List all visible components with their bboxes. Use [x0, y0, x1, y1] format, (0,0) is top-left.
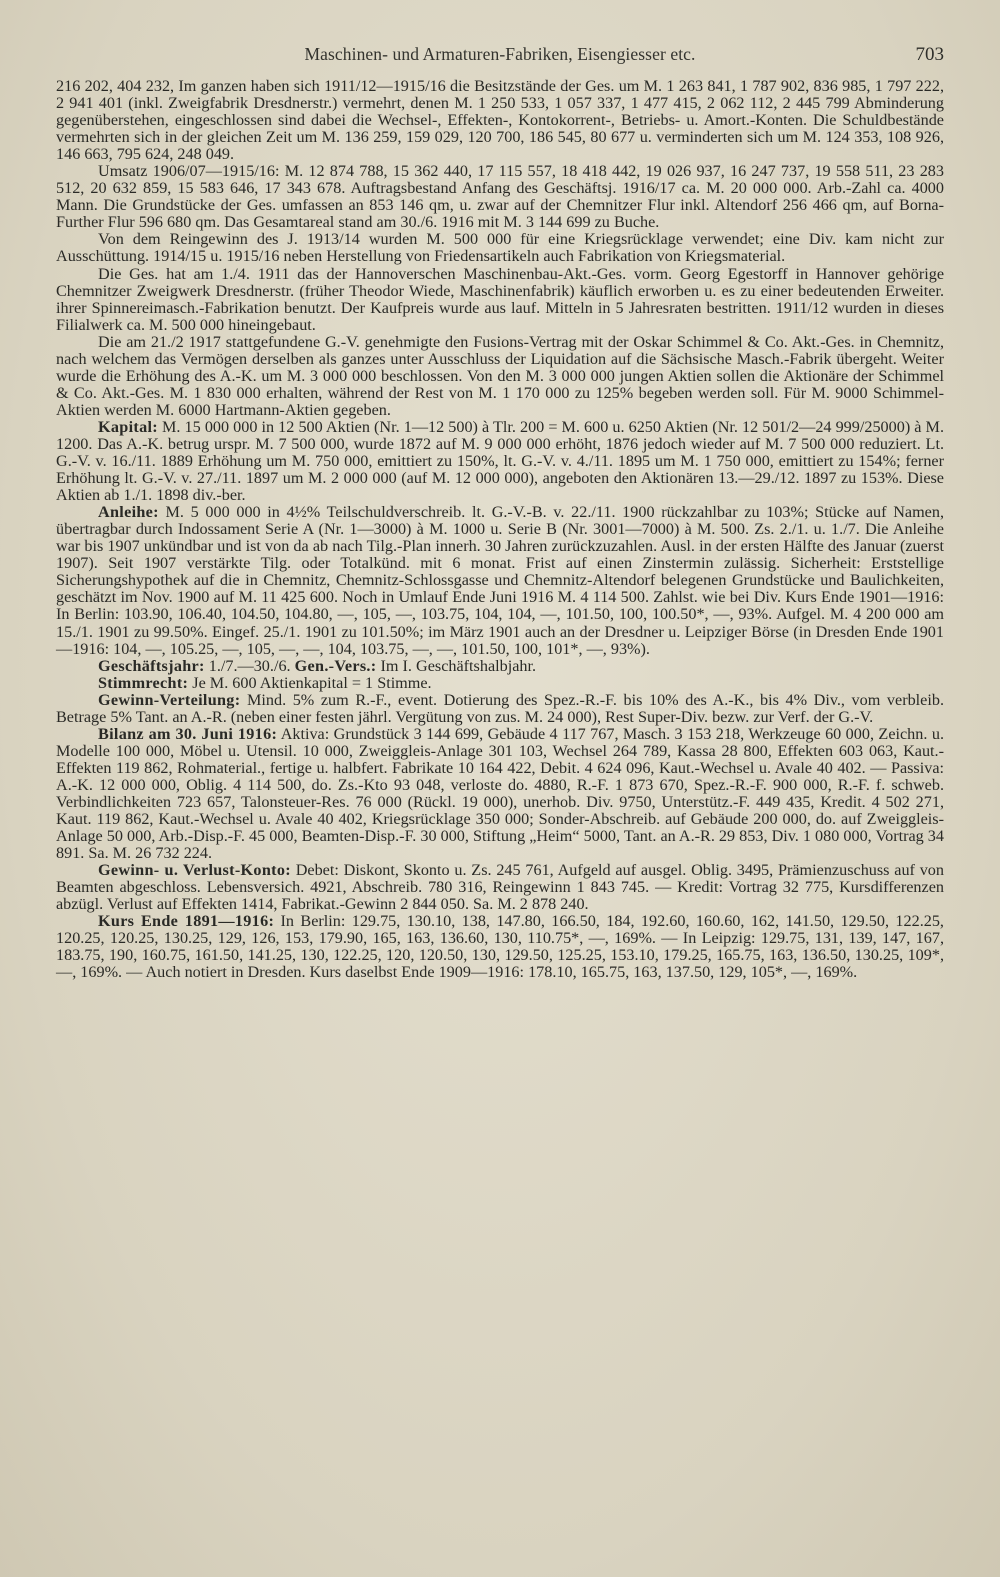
paragraph-text: 1./7.—30./6. — [204, 656, 295, 675]
paragraph-text: Von dem Reingewinn des J. 1913/14 wurden M. 500 000 für eine Kriegsrücklage verwendet; eine Div. kam nicht zur Ausschüttung. 1914/15 u. 1915/16 neben Herstellung von Friedensartikeln auch Fabrikation von Kriegsmaterial. — [56, 230, 944, 266]
paragraph-text: In Berlin: 129.75, 130.10, 138, 147.80, 166.50, 184, 192.60, 160.60, 162, 141.50, 129.50, 122.25, 120.25, 120.25, 130.25, 129, 126, 153, 179.90, 165, 163, 136.60, 130, 110.75*, —, 169%. — In Leipzig: 129.75, 131, 139, 147, 167, 183.75, 190, 160.75, 161.50, 141.25, 130, 122.25, 120, 120.50, 130, 129.50, 125.25, 153.10, 179.25, 165.75, 163, 136.50, 130.25, 109*, —, 169%. — Auch notiert in Dresden. Kurs daselbst Ende 1909—1916: 178.10, 165.75, 163, 137.50, 129, 105*, —, 169%. — [56, 912, 944, 982]
paragraph-text: Die Ges. hat am 1./4. 1911 das der Hannoverschen Maschinenbau-Akt.-Ges. vorm. Georg Egestorff in Hannover gehörige Chemnitzer Zweigwerk Dresdnerstr. (früher Theodor Wiede, Maschinenfabrik) käuflich erworben u. es zu einer bedeutenden Erweiter. ihrer Spinnereimasch.-Fabrikation benutzt. Der Kaufpreis wurde aus lauf. Mitteln in 5 Jahresraten bestritten. 1911/12 wurden in dieses Filialwerk ca. M. 500 000 hineingebaut. — [56, 264, 944, 334]
paragraph-text: Umsatz 1906/07—1915/16: M. 12 874 788, 15 362 440, 17 115 557, 18 418 442, 19 026 937, 16 247 737, 19 558 511, 23 283 512, 20 632 859, 15 583 646, 17 343 678. Auftragsbestand Anfang des Geschäftsj. 1916/17 ca. M. 20 000 000. Arb.-Zahl ca. 4000 Mann. Die Grundstücke der Ges. umfassen an 853 146 qm, u. zwar auf der Chemnitzer Flur inkl. Altendorf 256 466 qm, auf Borna-Further Flur 596 680 qm. Das Gesamtareal stand am 30./6. 1916 mit M. 3 144 699 zu Buche. — [56, 162, 944, 232]
section-label: Gewinn-Verteilung: — [98, 690, 241, 709]
paragraph-text: Im I. Geschäftshalbjahr. — [376, 656, 537, 675]
section-label: Stimmrecht: — [98, 673, 189, 692]
paragraph-text: Mind. 5% zum R.-F., event. Dotierung des Spez.-R.-F. bis 10% des A.-K., bis 4% Div., vom verbleib. Betrage 5% Tant. an A.-R. (neben einer festen jährl. Vergütung von zus. M. 24 000), Rest Super-Div. bezw. zur Verf. der G.-V. — [56, 690, 944, 726]
page-header — [56, 44, 944, 78]
paragraph-bilanz — [56, 726, 944, 862]
paragraph-holdings — [56, 78, 944, 163]
paragraph-anleihe — [56, 504, 944, 657]
paragraph-gewinn-verlust — [56, 862, 944, 913]
paragraph-text: Je M. 600 Aktienkapital = 1 Stimme. — [188, 673, 432, 692]
section-label: Kurs Ende 1891—1916: — [98, 912, 275, 931]
paragraph-text: 216 202, 404 232, Im ganzen haben sich 1911/12—1915/16 die Besitzstände der Ges. um M. 1 263 841, 1 787 902, 836 985, 1 797 222, 2 941 401 (inkl. Zweigfabrik Dresdnerstr.) vermehrt, denen M. 1 250 533, 1 057 337, 1 477 415, 2 062 112, 2 445 799 Abminderung gegenüberstehen, eingeschlossen sind dabei die Wechsel-, Effekten-, Kontokorrent-, Betriebs- u. Amort.-Konten. Die Schuldbestände vermehrten sich in der gleichen Zeit um M. 136 259, 159 029, 120 700, 186 545, 80 677 u. verminderten sich um M. 124 353, 108 926, 146 663, 795 624, 248 049. — [56, 77, 944, 164]
paragraph-text: Aktiva: Grundstück 3 144 699, Gebäude 4 117 767, Masch. 3 153 218, Werkzeuge 60 000, Zeichn. u. Modelle 100 000, Möbel u. Utensil. 10 000, Zweiggleis-Anlage 301 103, Wechsel 264 789, Kassa 28 800, Effekten 603 063, Kaut.-Effekten 119 862, Rohmaterial., fertige u. halbfert. Fabrikate 10 164 422, Debit. 4 624 096, Kaut.-Wechsel u. Avale 40 402. — Passiva: A.-K. 12 000 000, Oblig. 4 114 500, do. Zs.-Kto 93 048, verloste do. 4880, R.-F. 1 873 670, Spez.-R.-F. 900 000, R.-F. f. schweb. Verbindlichkeiten 723 657, Talonsteuer-Res. 76 000 (Rückl. 19 000), unerhob. Div. 9750, Unterstütz.-F. 449 435, Kredit. 4 502 271, Kaut. 119 862, Kaut.-Wechsel u. Avale 40 402, Kriegsrücklage 350 000; Sonder-Abschreib. auf Gebäude 200 000, do. auf Zweiggleis-Anlage 50 000, Arb.-Disp.-F. 45 000, Beamten-Disp.-F. 30 000, Stiftung „Heim“ 5000, Tant. an A.-R. 29 853, Div. 1 080 000, Vortrag 34 891. Sa. M. 26 732 224. — [56, 724, 944, 863]
paragraph-text: Debet: Diskont, Skonto u. Zs. 245 761, Aufgeld auf ausgel. Oblig. 3495, Prämienzuschuss auf von Beamten abgeschloss. Lebensversich. 4921, Abschreib. 780 316, Reingewinn 1 843 745. — Kredit: Vortrag 32 775, Kursdifferenzen abzügl. Verlust auf Effekten 1414, Fabrikat.-Gewinn 2 844 050. Sa. M. 2 878 240. — [56, 861, 944, 914]
section-label: Anleihe: — [98, 503, 159, 522]
paragraph-turnover — [56, 163, 944, 231]
section-label: Geschäftsjahr: — [98, 656, 205, 675]
document-body — [56, 78, 944, 981]
paragraph-text: M. 15 000 000 in 12 500 Aktien (Nr. 1—12 500) à Tlr. 200 = M. 600 u. 6250 Aktien (Nr. 12 501/2—24 999/25000) à M. 1200. Das A.-K. betrug urspr. M. 7 500 000, wurde 1872 auf M. 9 000 000 erhöht, 1876 jedoch wieder auf M. 7 500 000 reduziert. Lt. G.-V. v. 16./11. 1889 Erhöhung um M. 750 000, emittiert zu 150%, lt. G.-V. v. 4./11. 1895 um M. 1 750 000, emittiert zu 154%; ferner Erhöhung lt. G.-V. v. 27./11. 1897 um M. 2 000 000 (auf M. 12 000 000), angeboten den Aktionären 13.—29./12. 1897 zu 153%. Diese Aktien ab 1./1. 1898 div.-ber. — [56, 417, 944, 505]
paragraph-text: Die am 21./2 1917 stattgefundene G.-V. genehmigte den Fusions-Vertrag mit der Oskar Schimmel & Co. Akt.-Ges. in Chemnitz, nach welchem das Vermögen derselben als ganzes unter Ausschluss der Liquidation auf die Sächsische Masch.-Fabrik übergeht. Weiter wurde die Erhöhung des A.-K. um M. 3 000 000 beschlossen. Von den M. 3 000 000 jungen Aktien sollen die Aktionäre der Schimmel & Co. Akt.-Ges. M. 1 830 000 erhalten, während der Rest von M. 1 170 000 zu 125% begeben werden soll. Für M. 9000 Schimmel-Aktien werden M. 6000 Hartmann-Aktien gegeben. — [56, 332, 944, 419]
paragraph-acquisition — [56, 266, 944, 334]
section-label: Gen.-Vers.: — [294, 656, 377, 675]
paragraph-text: M. 5 000 000 in 4½% Teilschuldverschreib. lt. G.-V.-B. v. 22./11. 1900 rückzahlbar zu 103%; Stücke auf Namen, übertragbar durch Indossament Serie A (Nr. 1—3000) à M. 1000 u. Serie B (Nr. 3001—7000) à M. 500. Zs. 2./1. u. 1./7. Die Anleihe war bis 1907 unkündbar und ist von da ab nach Tilg.-Plan innerh. 30 Jahren zurückzuzahlen. Ausl. in der ersten Hälfte des Januar (zuerst 1907). Seit 1907 verstärkte Tilg. oder Totalkünd. mit 6 monat. Frist auf einen Zinstermin zulässig. Sicherheit: Erststellige Sicherungshypothek auf die in Chemnitz, Chemnitz-Schlossgasse und Chemnitz-Altendorf belegenen Grundstücke und Baulichkeiten, geschätzt im Nov. 1900 auf M. 11 425 600. Noch in Umlauf Ende Juni 1916 M. 4 114 500. Zahlst. wie bei Div. Kurs Ende 1901—1916: In Berlin: 103.90, 106.40, 104.50, 104.80, —, 105, —, 103.75, 104, 104, —, 101.50, 100, 100.50*, —, 93%. Aufgel. M. 4 200 000 am 15./1. 1901 zu 99.50%. Eingef. 25./1. 1901 zu 101.50%; im März 1901 auch an der Dresdner u. Leipziger Börse (in Dresden Ende 1901—1916: 104, —, 105.25, —, 105, —, —, 104, 103.75, —, —, 101.50, 100, 101*, —, 93%). — [56, 503, 944, 658]
section-label: Bilanz am 30. Juni 1916: — [98, 724, 278, 743]
paragraph-net-profit — [56, 231, 944, 265]
paragraph-geschaeftsjahr — [56, 658, 944, 675]
paragraph-kapital — [56, 419, 944, 504]
section-label: Gewinn- u. Verlust-Konto: — [98, 861, 291, 880]
paragraph-gewinn-verteilung — [56, 692, 944, 726]
paragraph-kurs — [56, 913, 944, 981]
running-title: Maschinen- und Armaturen-Fabriken, Eisengiesser etc. — [304, 44, 696, 64]
paragraph-stimmrecht — [56, 675, 944, 692]
section-label: Kapital: — [98, 417, 158, 436]
paragraph-fusion — [56, 334, 944, 419]
page-number: 703 — [915, 44, 944, 65]
